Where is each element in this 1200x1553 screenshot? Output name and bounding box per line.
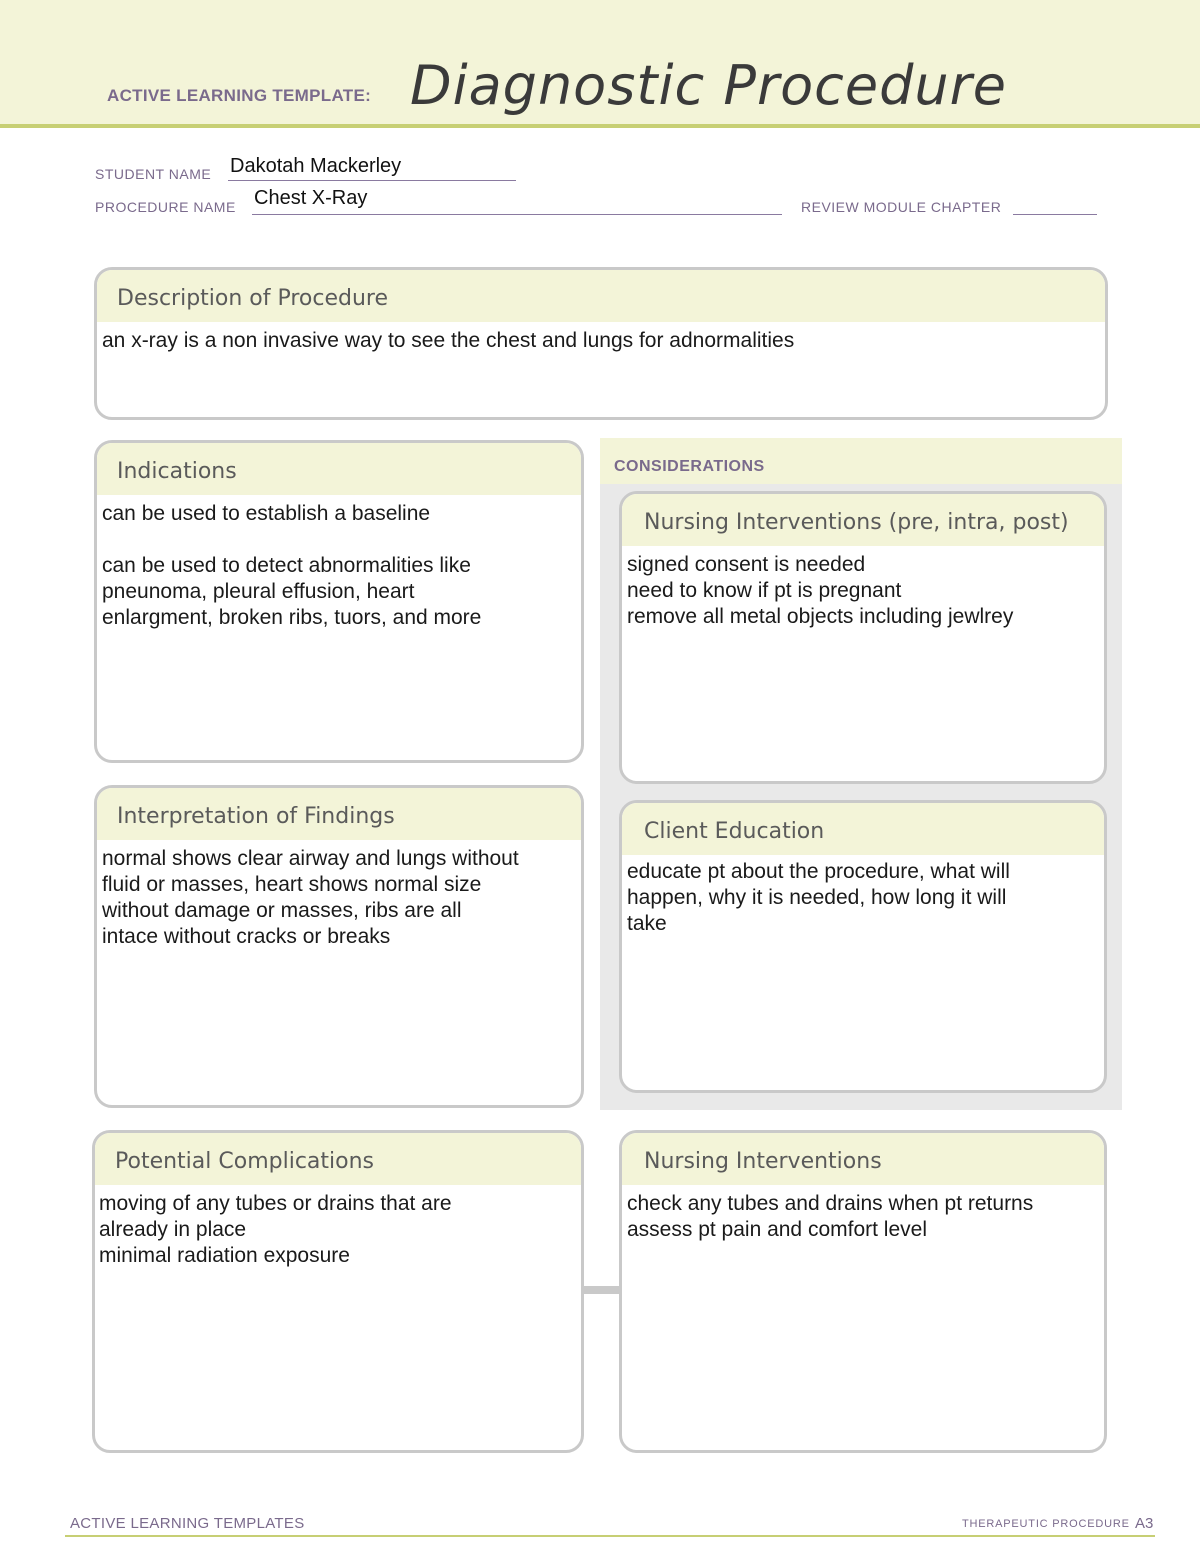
footer-right: THERAPEUTIC PROCEDURE: [962, 1518, 1130, 1530]
student-name-underline: [228, 180, 516, 181]
footer-rule: [65, 1535, 1155, 1537]
review-module-label: REVIEW MODULE CHAPTER: [801, 199, 1002, 215]
interpretation-text[interactable]: normal shows clear airway and lungs without fluid or masses, heart shows normal size without damage or masses, ribs are all intace without cracks or breaks: [102, 847, 519, 948]
indications-text[interactable]: can be used to establish a baseline can be used to detect abnormalities like pneunoma, pleural effusion, heart enlargment, broken ribs, tuors, and more: [102, 502, 482, 629]
page-title: Diagnostic Procedure: [410, 54, 1008, 117]
nursing-interventions-box: [619, 1130, 1107, 1453]
footer-page-number: A3: [1135, 1515, 1154, 1532]
description-title: Description of Procedure: [97, 270, 1105, 322]
header-rule: [0, 124, 1200, 128]
client-education-box: [619, 800, 1107, 1093]
complications-text[interactable]: moving of any tubes or drains that are already in place minimal radiation exposure: [99, 1192, 452, 1267]
indications-title: Indications: [97, 443, 581, 495]
template-label: ACTIVE LEARNING TEMPLATE:: [107, 86, 372, 105]
student-name-field[interactable]: Dakotah Mackerley: [230, 155, 402, 177]
procedure-name-label: PROCEDURE NAME: [95, 199, 236, 215]
description-box: [94, 267, 1108, 420]
nursing-interventions-phases-title: Nursing Interventions (pre, intra, post): [622, 494, 1104, 546]
box-connector: [580, 1286, 622, 1294]
footer-left: ACTIVE LEARNING TEMPLATES: [70, 1515, 305, 1532]
description-text[interactable]: an x-ray is a non invasive way to see the chest and lungs for adnormalities: [102, 329, 795, 352]
nursing-interventions-phases-text[interactable]: signed consent is needed need to know if pt is pregnant remove all metal objects including jewlrey: [627, 553, 1014, 628]
client-education-text[interactable]: educate pt about the procedure, what will happen, why it is needed, how long it will take: [627, 860, 1010, 935]
nursing-interventions-title: Nursing Interventions: [622, 1133, 1104, 1185]
complications-box: [92, 1130, 584, 1453]
client-education-title: Client Education: [622, 803, 1104, 855]
complications-title: Potential Complications: [95, 1133, 581, 1185]
procedure-name-field[interactable]: Chest X-Ray: [254, 187, 368, 209]
interpretation-box: [94, 785, 584, 1108]
review-module-field[interactable]: [1013, 214, 1097, 215]
nursing-interventions-text[interactable]: check any tubes and drains when pt returns assess pt pain and comfort level: [627, 1192, 1034, 1241]
nursing-interventions-phases-box: [619, 491, 1107, 784]
considerations-label: CONSIDERATIONS: [614, 458, 765, 475]
procedure-name-underline: [252, 214, 782, 215]
interpretation-title: Interpretation of Findings: [97, 788, 581, 840]
student-name-label: STUDENT NAME: [95, 166, 212, 182]
indications-box: [94, 440, 584, 763]
